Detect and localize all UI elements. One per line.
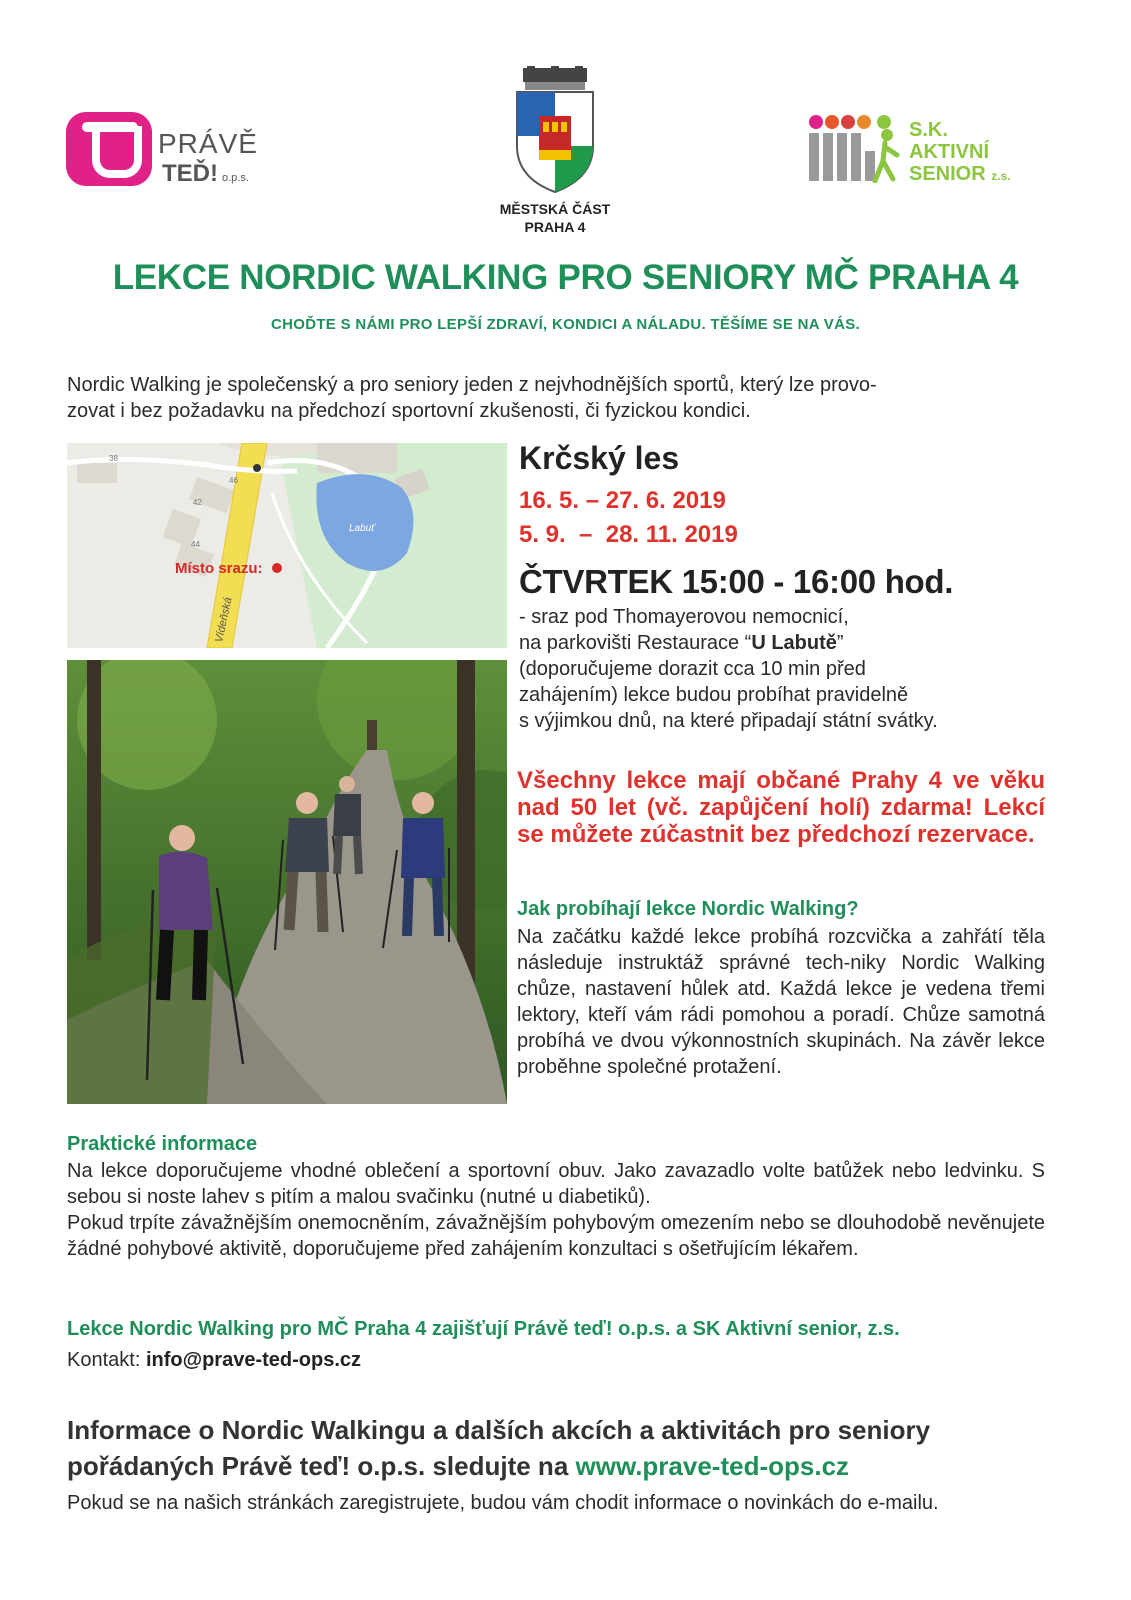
praha-4-crest-icon xyxy=(505,66,605,196)
walking-figure-icon xyxy=(869,129,903,183)
prave-ted-logo xyxy=(66,112,296,192)
page-title: LEKCE NORDIC WALKING PRO SENIORY MČ PRAHA 4 xyxy=(112,258,1019,297)
meeting-point-text: - sraz pod Thomayerovou nemocnicí, na parkovišti Restaurace “U Labutě” (doporučujeme dorazit cca 10 min před zahájením) lekce budou probíhat pravidelně s výjimkou dnů, na které připadají státní svátky. xyxy=(519,606,938,732)
event-date-range-1: 16. 5. – 27. 6. 2019 xyxy=(519,487,726,514)
contact-email-link[interactable]: info@prave-ted-ops.cz xyxy=(145,1349,362,1371)
event-date-range-2: 5. 9. – 28. 11. 2019 xyxy=(519,521,738,548)
provider-line: Lekce Nordic Walking pro MČ Praha 4 zajišťují Právě teď! o.p.s. a SK Aktivní senior, z.s. xyxy=(67,1318,900,1340)
map-house-number: 38 xyxy=(109,454,118,463)
info-paragraph: Informace o Nordic Walkingu a dalších akcích a aktivitách pro seniory pořádaných Právě teď! o.p.s. sledujte na www.prave-ted-ops.cz xyxy=(67,1415,931,1481)
practical-info-title: Praktické informace xyxy=(67,1133,258,1155)
prave-ted-logo-icon xyxy=(66,112,152,186)
how-section-text: Na začátku každé lekce probíhá rozcvička a zahřátí těla následuje instruktáž správné tech-niky Nordic Walking chůze, nastavení hůlek atd. Každá lekce je vedena třemi lektory, kteří vám rádi pomohou a poradí. Chůze samotná probíhá ve dvou výkonnostních skupinách. Na závěr lekce proběhne společné protažení. xyxy=(517,926,1045,1078)
page-subtitle: CHOĎTE S NÁMI PRO LEPŠÍ ZDRAVÍ, KONDICI A NÁLADU. TĚŠÍME SE NA VÁS. xyxy=(270,316,861,333)
website-link[interactable]: www.prave-ted-ops.cz xyxy=(575,1451,850,1481)
event-time: ČTVRTEK 15:00 - 16:00 hod. xyxy=(519,563,954,600)
map-meeting-label: Místo srazu: xyxy=(175,560,263,577)
contact-line: Kontakt: info@prave-ted-ops.cz xyxy=(67,1349,362,1371)
map-lake-label: Labuť xyxy=(349,523,375,534)
restaurant-name: U Labutě xyxy=(751,632,837,654)
crest-caption: MĚSTSKÁ ČÁST PRAHA 4 xyxy=(499,201,611,235)
sk-logo-text: S.K. AKTIVNÍ SENIOR z.s. xyxy=(909,119,1011,185)
practical-info-text: Na lekce doporučujeme vhodné oblečení a sportovní obuv. Jako zavazadlo volte batůžek nebo ledvinku. S sebou si noste lahev s pitím a malou svačinku (nutné u diabetiků). Pokud trpíte závažnějším onemocněním, závažnějším pohybovým omezením nebo se dlouhodobě nevěnujete žádné pohybové aktivitě, doporučujeme před zahájením konzultaci s ošetřujícím lékařem. xyxy=(67,1160,1045,1260)
map-house-number: 46 xyxy=(229,476,238,485)
location-map xyxy=(67,443,507,648)
free-lessons-notice: Všechny lekce mají občané Prahy 4 ve věku nad 50 let (vč. zapůjčení holí) zdarma! Lekcí se můžete zúčastnit bez předchozí rezervace. xyxy=(517,767,1045,848)
prave-ted-logo-text-2: TEĎ! o.p.s. xyxy=(162,160,249,187)
map-house-number: 42 xyxy=(193,498,202,507)
prave-ted-logo-text-1: PRÁVĚ xyxy=(158,128,258,159)
nordic-walking-photo xyxy=(67,660,507,1104)
how-section-title: Jak probíhají lekce Nordic Walking? xyxy=(517,898,859,920)
sk-aktivni-senior-logo xyxy=(805,115,1045,195)
footer-note: Pokud se na našich stránkách zaregistrujete, budou vám chodit informace o novinkách do e-mailu. xyxy=(67,1492,939,1514)
event-place: Krčský les xyxy=(519,440,680,476)
intro-paragraph: Nordic Walking je společenský a pro seniory jeden z nejvhodnějších sportů, který lze provo- zovat i bez požadavku na předchozí sportovní zkušenosti, či fyzickou kondici. xyxy=(67,374,877,422)
map-house-number: 44 xyxy=(191,540,200,549)
map-street-label: Vídeňská xyxy=(213,596,235,644)
